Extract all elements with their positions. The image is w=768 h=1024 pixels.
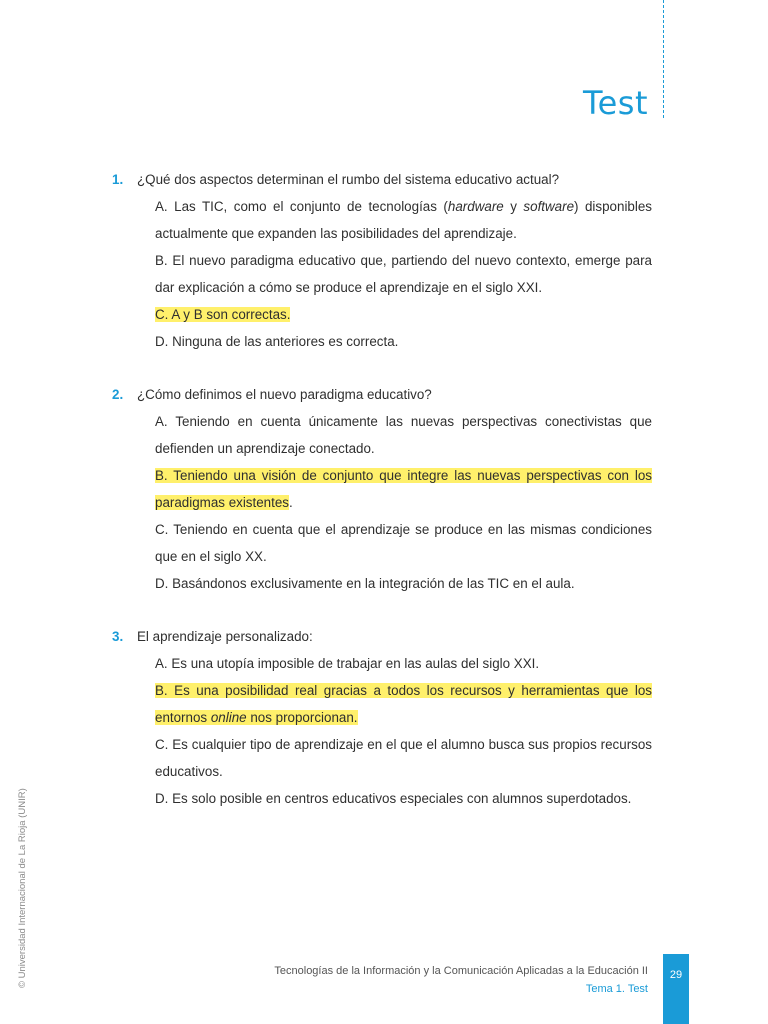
answer-text: D. Ninguna de las anteriores es correcta. [155, 334, 399, 349]
question-text: El aprendizaje personalizado: [137, 629, 313, 644]
copyright-notice: © Universidad Internacional de La Rioja (UNIR) [17, 788, 28, 988]
answer-option [155, 516, 652, 570]
question-stem [112, 166, 652, 193]
answer-option [155, 247, 652, 301]
answer-text: A. Es una utopía imposible de trabajar en las aulas del siglo XXI. [155, 656, 540, 671]
question-text: ¿Cómo definimos el nuevo paradigma educativo? [137, 387, 432, 402]
answer-text: hardware [447, 199, 504, 214]
question-number: 3. [112, 629, 124, 644]
question-1 [112, 166, 652, 355]
answer-option [155, 650, 652, 677]
answer-text: software [523, 199, 575, 214]
answer-option [155, 570, 652, 597]
answer-option [155, 462, 652, 516]
answer-options [112, 193, 652, 355]
answer-option [155, 408, 652, 462]
answer-text: . [288, 495, 293, 510]
footer [274, 962, 648, 998]
answer-text: C. Teniendo en cuenta que el aprendizaje se produce en las mismas condiciones que en el siglo XX. [155, 522, 652, 564]
answer-options [112, 650, 652, 812]
answer-option [155, 301, 652, 328]
answer-text: ) disponibles actualmente que expanden las posibilidades del aprendizaje. [155, 199, 652, 241]
question-text: ¿Qué dos aspectos determinan el rumbo del sistema educativo actual? [137, 172, 560, 187]
footer-course-title: Tecnologías de la Información y la Comunicación Aplicadas a la Educación II [274, 965, 648, 977]
highlighted-answer-text: online [210, 710, 247, 725]
question-3 [112, 623, 652, 812]
header-dashed-line [663, 0, 664, 118]
highlighted-answer-text: B. Es una posibilidad real gracias a todos los recursos y herramientas que los entornos [155, 683, 652, 725]
question-number: 1. [112, 172, 124, 187]
question-list [112, 166, 652, 838]
page-title: Test [582, 84, 648, 122]
highlighted-answer-text: B. Teniendo una visión de conjunto que integre las nuevas perspectivas con los paradigmas existentes [155, 468, 652, 510]
footer-topic: Tema 1. Test [585, 983, 648, 995]
answer-text: D. Es solo posible en centros educativos especiales con alumnos superdotados. [155, 791, 632, 806]
answer-text: B. El nuevo paradigma educativo que, partiendo del nuevo contexto, emerge para dar explicación a cómo se produce el aprendizaje en el siglo XXI. [155, 253, 652, 295]
question-stem [112, 623, 652, 650]
answer-options [112, 408, 652, 597]
answer-text: C. Es cualquier tipo de aprendizaje en el que el alumno busca sus propios recursos educativos. [155, 737, 652, 779]
answer-text: A. Las TIC, como el conjunto de tecnologías ( [155, 199, 448, 214]
answer-option [155, 731, 652, 785]
question-number: 2. [112, 387, 124, 402]
question-stem [112, 381, 652, 408]
page-number: 29 [663, 954, 689, 1024]
answer-option [155, 193, 652, 247]
answer-text: y [503, 199, 524, 214]
answer-option [155, 328, 652, 355]
answer-text: A. Teniendo en cuenta únicamente las nuevas perspectivas conectivistas que defienden un aprendizaje conectado. [155, 414, 652, 456]
highlighted-answer-text: C. A y B son correctas. [155, 307, 291, 322]
question-2 [112, 381, 652, 597]
answer-option [155, 677, 652, 731]
answer-text: D. Basándonos exclusivamente en la integración de las TIC en el aula. [155, 576, 575, 591]
highlighted-answer-text: nos proporcionan. [246, 710, 358, 725]
answer-option [155, 785, 652, 812]
